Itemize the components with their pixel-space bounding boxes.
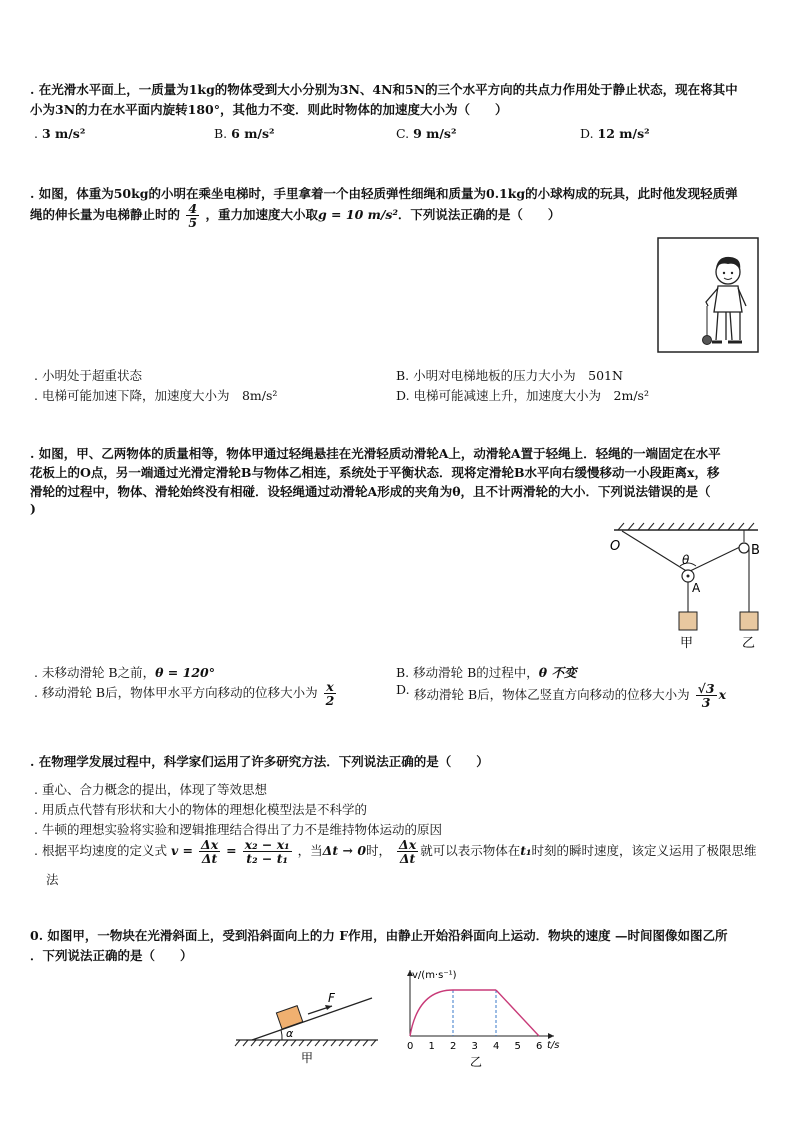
q2-option-a: . 小明处于超重状态 — [34, 368, 142, 383]
q4-option-b: . 用质点代替有形状和大小的物体的理想化模型法是不科学的 — [34, 802, 367, 817]
chart-x-tick-6: 6 — [536, 1041, 543, 1052]
q1-stem-line2: 小为3N的力在水平面内旋转180°，其他力不变．则此时物体的加速度大小为（ ） — [30, 102, 508, 117]
q2-stem-line1: . 如图，体重为50kg的小明在乘坐电梯时，手里拿着一个由轻质弹性细绳和质量为0.1kg的小球构成的玩具，此时他发现轻质弹 — [30, 186, 738, 201]
q3-stem-line1: . 如图，甲、乙两物体的质量相等，物体甲通过轻绳悬挂在光滑轻质动滑轮A上，动滑轮A置于轻绳上．轻绳的一端固定在水平 — [30, 446, 721, 461]
chart-series-decelerate — [496, 990, 539, 1036]
q4-option-c: . 牛顿的理想实验将实验和逻辑推理结合得出了力不是维持物体运动的原因 — [34, 822, 442, 837]
q2-fraction: $\frac{4}{5}$ — [188, 201, 198, 230]
q2-option-c: . 电梯可能加速下降，加速度大小为 8m/s² — [34, 388, 278, 403]
chart-caption: 乙 — [470, 1055, 483, 1068]
q3-option-c: . 移动滑轮 B后，物体甲水平方向移动的位移大小为 $\frac{x}{2}$ — [34, 679, 335, 708]
chart-xlabel: t/s — [547, 1040, 560, 1051]
q5-stem-line2: ．下列说法正确的是（ ） — [30, 948, 193, 963]
q4-option-a: . 重心、合力概念的提出，体现了等效思想 — [34, 782, 267, 797]
label-o: O — [610, 539, 621, 554]
chart-x-tick-2: 2 — [450, 1041, 457, 1052]
q4-stem: . 在物理学发展过程中，科学家们运用了许多研究方法．下列说法正确的是（ ） — [30, 754, 489, 769]
q3-stem-line2: 花板上的O点，另一端通过光滑定滑轮B与物体乙相连，系统处于平衡状态．现将定滑轮B水平向右缓慢移动一小段距离x，移 — [30, 465, 720, 480]
q1-option-d: D. 12 m/s² — [580, 126, 650, 141]
q4-option-d-tail: 法 — [46, 872, 59, 887]
label-jia: 甲 — [680, 636, 694, 651]
chart-series-accelerate — [410, 990, 453, 1036]
chart-x-tick-1: 1 — [428, 1041, 435, 1052]
chart-x-axis-arrow — [548, 1033, 554, 1039]
q3-option-d-letter: D. — [396, 682, 410, 697]
q3-stem-line3: 滑轮的过程中，物体、滑轮始终没有相碰．设轻绳通过动滑轮A形成的夹角为θ，且不计两滑轮的大小．下列说法错误的是（ — [30, 484, 711, 499]
label-b: B — [751, 543, 760, 558]
label-jia-caption: 甲 — [301, 1051, 314, 1064]
q3-pulley-figure — [600, 520, 770, 658]
q1-option-b: B. 6 m/s² — [214, 126, 275, 141]
q2-boy-figure — [656, 236, 760, 354]
chart-x-tick-3: 3 — [471, 1041, 478, 1052]
q5-stem-line1: 0. 如图甲，一物块在光滑斜面上，受到沿斜面向上的力 F作用，由静止开始沿斜面向上运动．物块的速度 —时间图像如图乙所 — [30, 928, 728, 943]
chart-x-tick-0: 0 — [407, 1041, 414, 1052]
q3-option-a: . 未移动滑轮 B之前，θ = 120° — [34, 665, 215, 680]
q1-option-a: . 3 m/s² — [34, 126, 86, 141]
q2-option-b: B. 小明对电梯地板的压力大小为 501N — [396, 368, 623, 383]
label-yi: 乙 — [742, 636, 756, 651]
q3-stem-line4: ) — [30, 501, 36, 516]
label-alpha: α — [286, 1027, 294, 1040]
chart-ylabel: v/(m·s⁻¹) — [412, 970, 457, 981]
q5-vt-chart — [396, 964, 568, 1068]
label-theta: θ — [682, 553, 690, 567]
q5-incline-figure — [232, 984, 382, 1064]
q1-stem-line1: . 在光滑水平面上，一质量为1kg的物体受到大小分别为3N、4N和5N的三个水平方向的共点力作用处于静止状态，现在将其中 — [30, 82, 738, 97]
chart-x-tick-4: 4 — [493, 1041, 500, 1052]
q1-option-c: C. 9 m/s² — [396, 126, 457, 141]
q2-stem-line2: 绳的伸长量为电梯静止时的 $\frac{4}{5}$ ，重力加速度大小取g = 10 m/s²．下列说法正确的是（ ） — [30, 201, 561, 230]
q3-option-b: B. 移动滑轮 B的过程中，θ 不变 — [396, 665, 577, 680]
chart-x-tick-5: 5 — [514, 1041, 521, 1052]
label-a: A — [692, 581, 701, 595]
q4-option-d: . 根据平均速度的定义式 v = $\frac{\Delta x}{\Delta t}$ = $\frac{\text{x₂ − x₁}}{\text{t₂ − t₁}}$ ，当Δt → 0时， $\frac{\Delta x}{\Delta t}$ 就可以表示物体在t₁时刻的瞬时速度，该定义运用了极限思维 — [34, 837, 757, 866]
label-f: F — [328, 991, 335, 1005]
q3-option-d: 移动滑轮 B后，物体乙竖直方向移动的位移大小为 $\frac{√3}{3}$ x — [414, 681, 727, 710]
q2-option-d: D. 电梯可能减速上升，加速度大小为 2m/s² — [396, 388, 649, 403]
